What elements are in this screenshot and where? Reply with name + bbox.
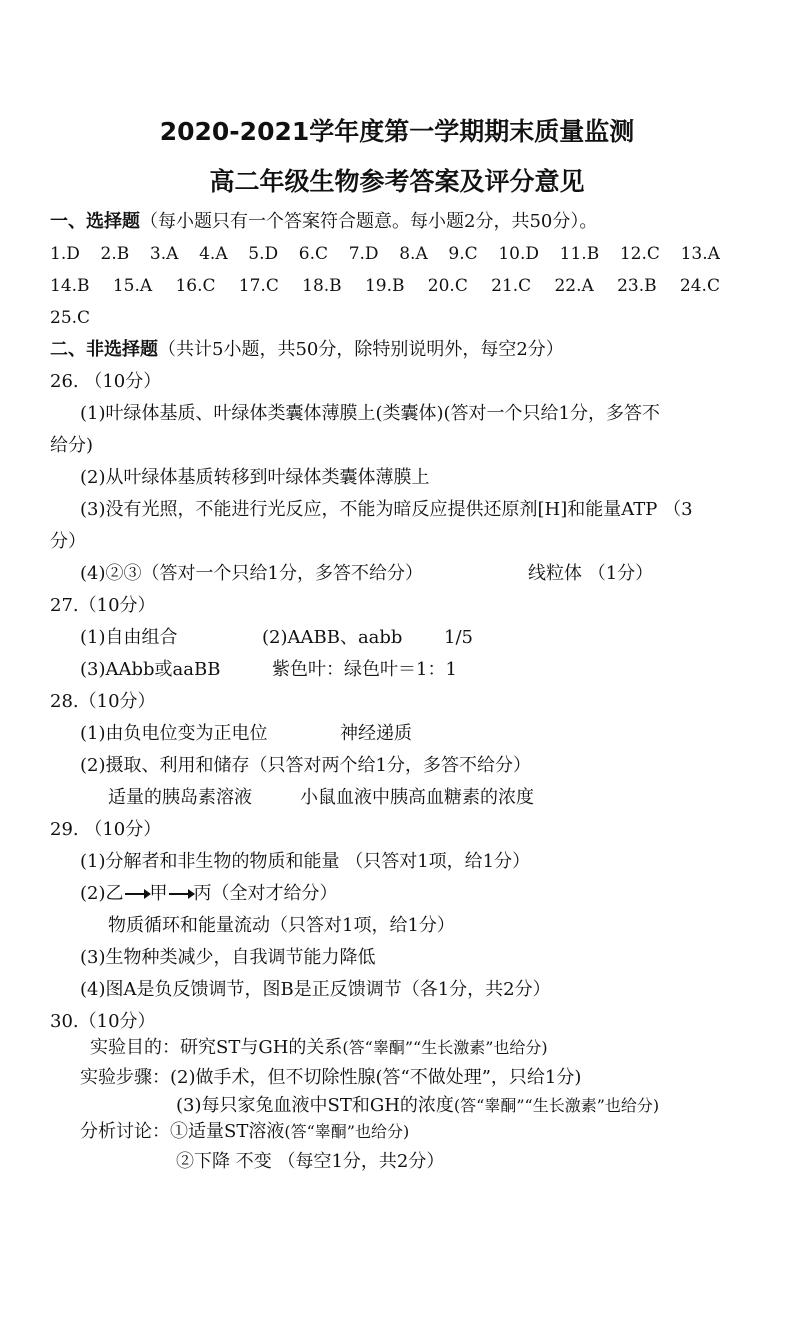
q29-answer-4: (4)图A是负反馈调节，图B是正反馈调节（各1分，共2分） bbox=[80, 979, 551, 1000]
q27-answer-1: (1)自由组合 bbox=[80, 627, 178, 648]
q27-answer-2-ratio: 1/5 bbox=[444, 627, 473, 648]
q27-answer-3: (3)AAbb或aaBB bbox=[80, 659, 221, 680]
answer-item: 9.C bbox=[448, 244, 478, 264]
answer-item: 2.B bbox=[100, 244, 130, 264]
answer-item: 25.C bbox=[50, 308, 91, 328]
q29-answer-2-extra: 物质循环和能量流动（只答对1项，给1分） bbox=[108, 915, 455, 936]
answer-item: 23.B bbox=[617, 276, 657, 296]
section2-heading: 二、非选择题 bbox=[50, 339, 158, 360]
food-chain-node-3: 丙（全对才给分） bbox=[193, 883, 338, 904]
answer-row-2 bbox=[50, 274, 720, 298]
section1-heading: 一、选择题 bbox=[50, 211, 140, 232]
answer-item: 21.C bbox=[491, 276, 532, 296]
q30-steps-3-text: (3)每只家兔血液中ST和GH的浓度 bbox=[176, 1095, 454, 1116]
q26-answer-4-extra: 线粒体 （1分） bbox=[528, 563, 654, 584]
arrow-right-icon bbox=[169, 893, 193, 895]
q26-heading: 26. （10分） bbox=[50, 371, 162, 392]
q30-discussion bbox=[80, 1120, 409, 1144]
q30-steps: 实验步骤：(2)做手术，但不切除性腺(答“不做处理”，只给1分) bbox=[80, 1067, 582, 1088]
q26-answer-1: (1)叶绿体基质、叶绿体类囊体薄膜上(类囊体)(答对一个只给1分，多答不 bbox=[80, 403, 661, 424]
answer-item: 8.A bbox=[399, 244, 428, 264]
q30-steps-3 bbox=[176, 1094, 659, 1118]
answer-item: 3.A bbox=[149, 244, 179, 264]
arrow-right-icon bbox=[125, 893, 149, 895]
answer-row-1 bbox=[50, 242, 720, 266]
answer-item: 15.A bbox=[112, 276, 153, 296]
q28-answer-3-extra: 小鼠血液中胰高血糖素的浓度 bbox=[300, 787, 534, 808]
food-chain-node-1: (2)乙 bbox=[80, 883, 124, 904]
q30-discussion-text: 分析讨论：①适量ST溶液 bbox=[80, 1121, 285, 1142]
q27-answer-3-ratio: 紫色叶：绿色叶＝1：1 bbox=[272, 659, 457, 680]
answer-item: 18.B bbox=[302, 276, 342, 296]
q27-heading: 27.（10分） bbox=[50, 595, 156, 616]
answer-item: 13.A bbox=[680, 244, 720, 264]
q29-answer-3: (3)生物种类减少，自我调节能力降低 bbox=[80, 947, 376, 968]
answer-item: 6.C bbox=[298, 244, 329, 264]
q29-answer-1: (1)分解者和非生物的物质和能量 （只答对1项，给1分） bbox=[80, 851, 531, 872]
q30-purpose-note: (答“睾酮”“生长激素”也给分) bbox=[342, 1038, 548, 1057]
answer-row-3 bbox=[50, 306, 90, 330]
answer-item: 1.D bbox=[50, 244, 80, 264]
answer-item: 20.C bbox=[427, 276, 468, 296]
q27-answer-2: (2)AABB、aabb bbox=[262, 627, 403, 648]
q30-discussion-2: ②下降 不变 （每空1分，共2分） bbox=[176, 1151, 445, 1172]
q26-answer-2: (2)从叶绿体基质转移到叶绿体类囊体薄膜上 bbox=[80, 467, 430, 488]
q28-answer-3: 适量的胰岛素溶液 bbox=[108, 787, 252, 808]
section2-note: （共计5小题，共50分，除特别说明外，每空2分） bbox=[158, 339, 564, 360]
q28-answer-1-extra: 神经递质 bbox=[340, 723, 412, 744]
food-chain-node-2: 甲 bbox=[149, 883, 168, 904]
q26-answer-1-cont: 给分) bbox=[50, 435, 94, 456]
q30-discussion-note: (答“睾酮”也给分) bbox=[284, 1122, 410, 1141]
answer-item: 7.D bbox=[348, 244, 379, 264]
q30-heading: 30.（10分） bbox=[50, 1011, 156, 1032]
answer-item: 24.C bbox=[679, 276, 720, 296]
q30-purpose bbox=[90, 1036, 548, 1060]
q30-purpose-text: 实验目的：研究ST与GH的关系 bbox=[90, 1037, 343, 1058]
q28-answer-1: (1)由负电位变为正电位 bbox=[80, 723, 268, 744]
answer-item: 19.B bbox=[364, 276, 405, 296]
q26-answer-3: (3)没有光照，不能进行光反应，不能为暗反应提供还原剂[H]和能量ATP （3 bbox=[80, 499, 693, 520]
document-subtitle: 高二年级生物参考答案及评分意见 bbox=[209, 167, 585, 196]
document-title: 2020-2021学年度第一学期期末质量监测 bbox=[159, 117, 635, 146]
answer-item: 22.A bbox=[554, 276, 594, 296]
answer-item: 16.C bbox=[175, 276, 216, 296]
q29-heading: 29. （10分） bbox=[50, 819, 162, 840]
q26-answer-4: (4)②③（答对一个只给1分，多答不给分） bbox=[80, 563, 423, 584]
q26-answer-3-cont: 分） bbox=[50, 531, 86, 552]
q28-answer-2: (2)摄取、利用和储存（只答对两个给1分，多答不给分） bbox=[80, 755, 531, 776]
q28-heading: 28.（10分） bbox=[50, 691, 156, 712]
answer-item: 12.C bbox=[619, 244, 660, 264]
section1-line bbox=[50, 210, 597, 234]
q30-steps-3-note: (答“睾酮”“生长激素”也给分) bbox=[453, 1096, 660, 1115]
answer-item: 4.A bbox=[199, 244, 228, 264]
answer-item: 10.D bbox=[498, 244, 539, 264]
q29-answer-2 bbox=[80, 882, 338, 906]
answer-item: 5.D bbox=[248, 244, 279, 264]
section2-line bbox=[50, 338, 564, 362]
section1-note: （每小题只有一个答案符合题意。每小题2分，共50分）。 bbox=[140, 211, 598, 232]
answer-item: 11.B bbox=[559, 244, 600, 264]
answer-item: 17.C bbox=[238, 276, 279, 296]
answer-item: 14.B bbox=[50, 276, 90, 296]
